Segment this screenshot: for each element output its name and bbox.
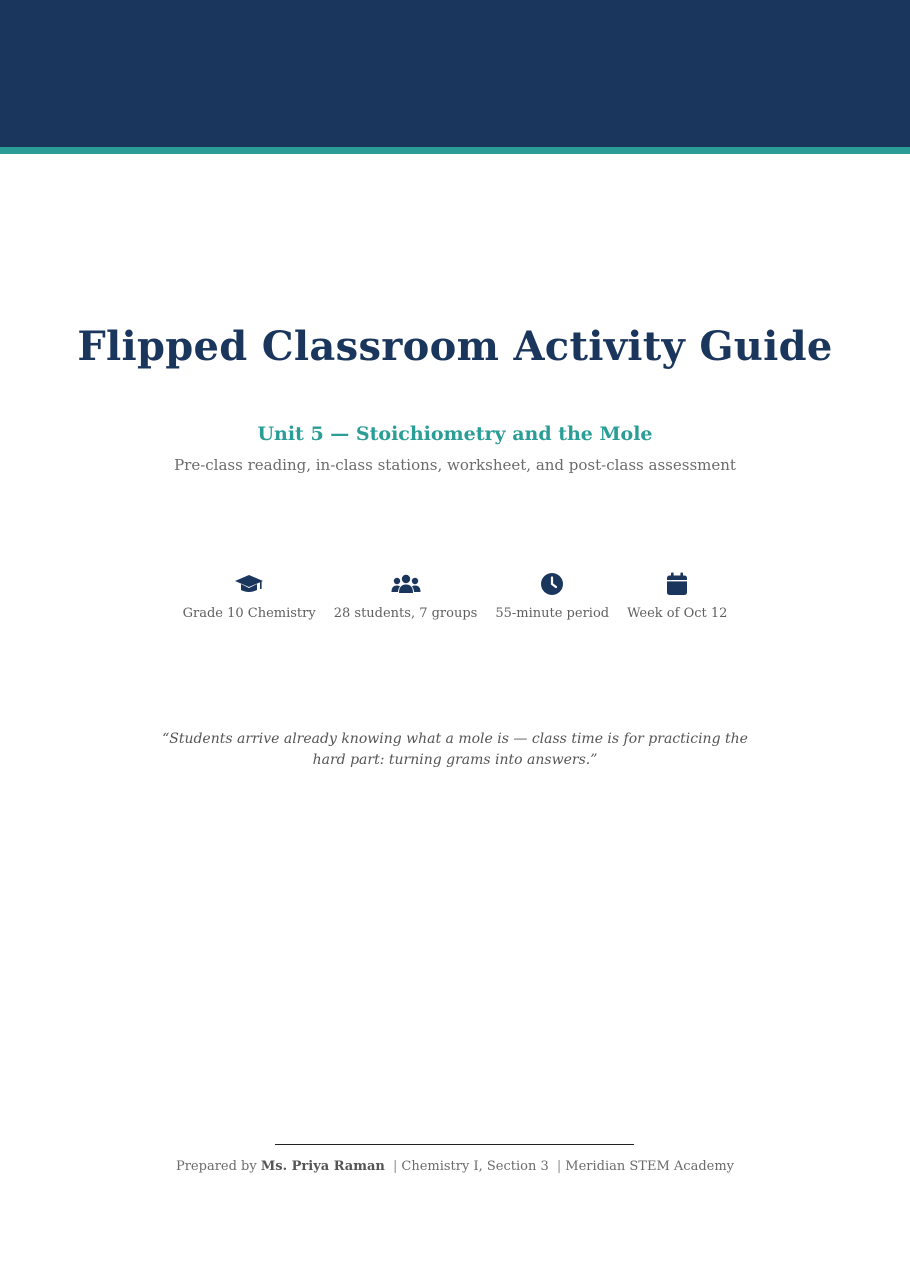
footer-credits: [0, 1157, 910, 1177]
users-icon: [391, 570, 421, 598]
calendar-icon: [662, 570, 692, 598]
document-tagline: Pre-class reading, in-class stations, worksheet, and post-class assessment: [174, 456, 736, 474]
footer-separator: |: [393, 1159, 398, 1174]
school-name: Meridian STEM Academy: [565, 1159, 735, 1174]
meta-students-label: 28 students, 7 groups: [333, 606, 478, 621]
meta-grade: [183, 570, 316, 623]
header-bar: [0, 0, 910, 147]
prepared-by-label: Prepared by: [175, 1159, 257, 1174]
meta-period: [495, 570, 609, 623]
footer-separator: |: [556, 1159, 562, 1174]
meta-period-label: 55-minute period: [495, 606, 610, 621]
document-subtitle: Unit 5 — Stoichiometry and the Mole: [257, 423, 653, 445]
header-accent-stripe: [0, 147, 910, 154]
pull-quote: “Students arrive already knowing what a mole is — class time is for practicing the hard part: turning grams into answers.”: [162, 731, 748, 768]
clock-icon: [537, 570, 567, 598]
teacher-name: Ms. Priya Raman: [260, 1159, 385, 1174]
meta-week-label: Week of Oct 12: [627, 606, 728, 621]
course-name: Chemistry I, Section 3: [401, 1159, 549, 1174]
meta-grade-label: Grade 10 Chemistry: [182, 606, 316, 621]
graduation-cap-icon: [234, 570, 264, 598]
footer-divider: [275, 1144, 634, 1145]
meta-week: [627, 570, 727, 623]
meta-students: [334, 570, 478, 623]
document-title: Flipped Classroom Activity Guide: [77, 323, 833, 370]
course-meta-row: [0, 570, 910, 623]
